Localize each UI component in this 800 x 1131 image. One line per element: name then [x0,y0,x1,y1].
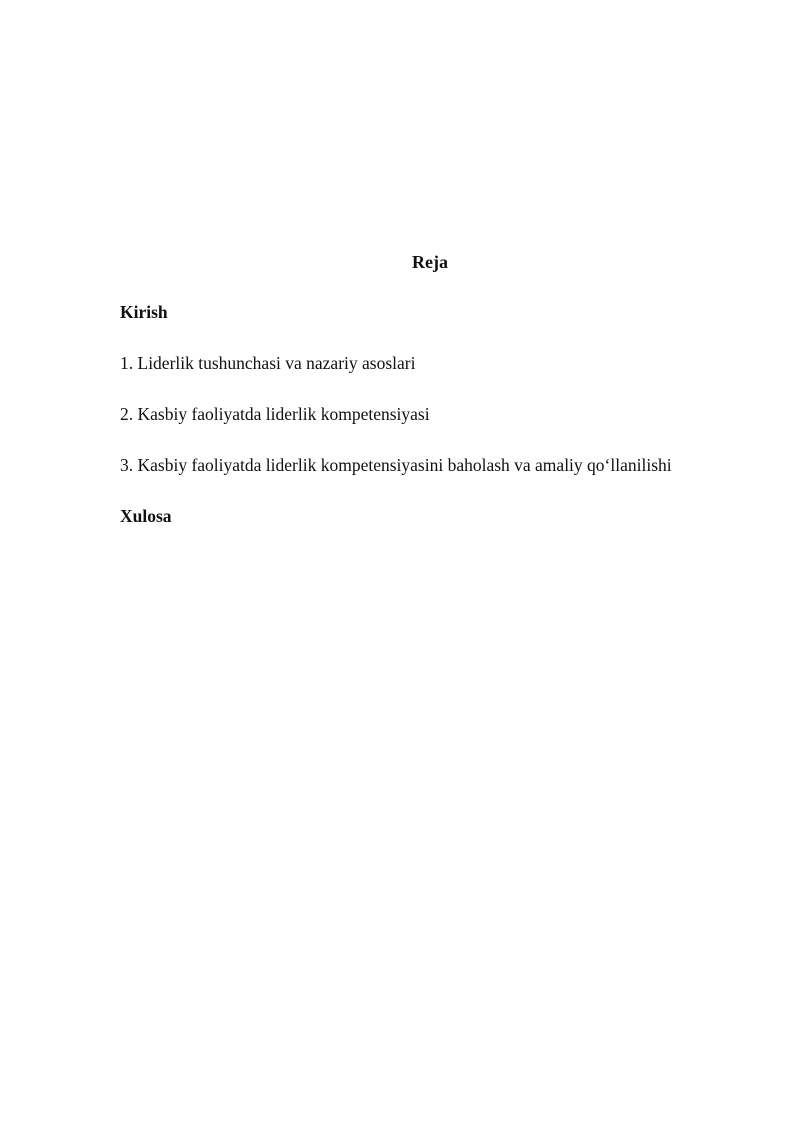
plan-item-2: 2. Kasbiy faoliyatda liderlik kompetensiyasi [120,404,430,424]
plan-item-introduction: Kirish [120,302,168,322]
plan-title: Reja [412,252,448,272]
plan-list [120,300,740,555]
plan-item-3: 3. Kasbiy faoliyatda liderlik kompetensiyasini baholash va amaliy qo‘llanilishi [120,455,672,475]
plan-item-conclusion: Xulosa [120,506,172,526]
plan-item-1: 1. Liderlik tushunchasi va nazariy asoslari [120,353,416,373]
